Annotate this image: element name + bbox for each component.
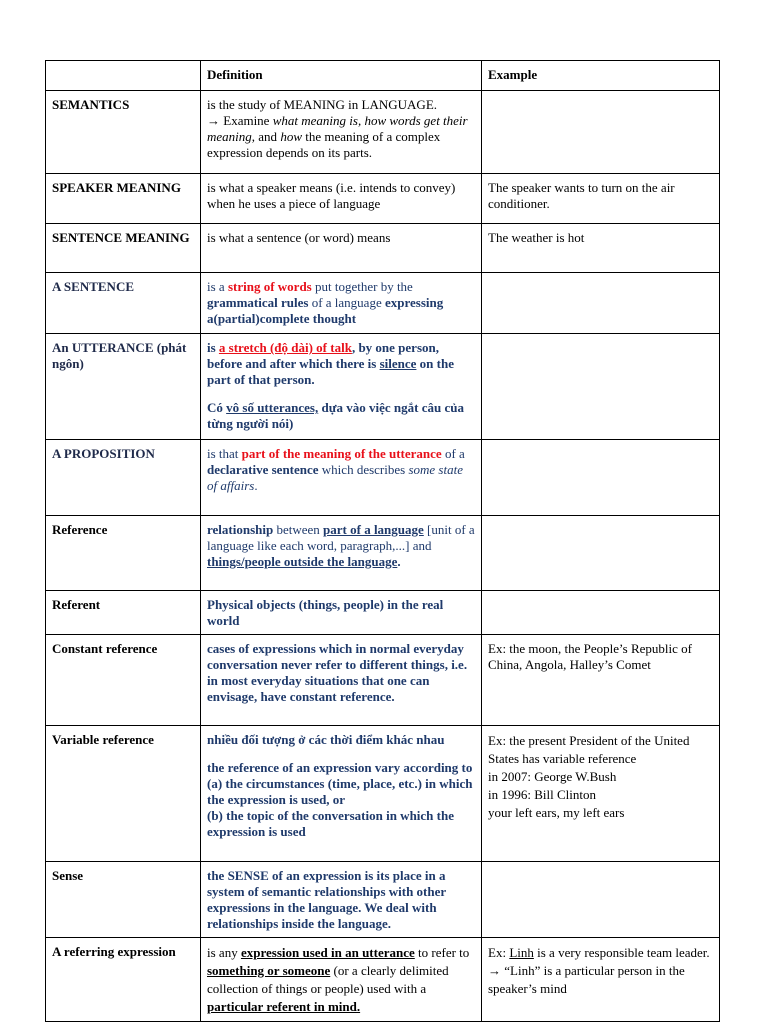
term-speaker-meaning: SPEAKER MEANING bbox=[46, 174, 201, 224]
example-variable-reference: Ex: the present President of the United States has variable reference in 2007: George W.Bush in 1996: Bill Clinton your left ears, my left ears bbox=[482, 726, 720, 862]
definition-semantics: is the study of MEANING in LANGUAGE. → Examine what meaning is, how words get their meaning, and how the meaning of a complex expression depends on its parts. bbox=[201, 91, 482, 174]
header-example: Example bbox=[482, 61, 720, 91]
term-semantics: SEMANTICS bbox=[46, 91, 201, 174]
table-header-row bbox=[46, 61, 720, 91]
term-reference: Reference bbox=[46, 516, 201, 591]
definition-sentence-meaning: is what a sentence (or word) means bbox=[201, 224, 482, 273]
table-row bbox=[46, 174, 720, 224]
table-row bbox=[46, 635, 720, 726]
table-row bbox=[46, 862, 720, 938]
table-row bbox=[46, 938, 720, 1022]
table-row bbox=[46, 273, 720, 334]
term-sentence-meaning: SENTENCE MEANING bbox=[46, 224, 201, 273]
example-sense bbox=[482, 862, 720, 938]
header-definition: Definition bbox=[201, 61, 482, 91]
example-speaker-meaning: The speaker wants to turn on the air conditioner. bbox=[482, 174, 720, 224]
example-sentence-meaning: The weather is hot bbox=[482, 224, 720, 273]
semantics-table bbox=[45, 60, 720, 1022]
term-a-sentence: A SENTENCE bbox=[46, 273, 201, 334]
definition-referent: Physical objects (things, people) in the real world bbox=[201, 591, 482, 635]
table-row bbox=[46, 334, 720, 440]
example-reference bbox=[482, 516, 720, 591]
definition-reference: relationship between part of a language [unit of a language like each word, paragraph,...] and things/people outside the language. bbox=[201, 516, 482, 591]
table-row bbox=[46, 440, 720, 516]
example-referent bbox=[482, 591, 720, 635]
table-row bbox=[46, 91, 720, 174]
example-a-sentence bbox=[482, 273, 720, 334]
definition-constant-reference: cases of expressions which in normal everyday conversation never refer to different things, i.e. in most everyday situations that one can envisage, have constant reference. bbox=[201, 635, 482, 726]
header-term bbox=[46, 61, 201, 91]
term-referring-expression: A referring expression bbox=[46, 938, 201, 1022]
example-constant-reference: Ex: the moon, the People’s Republic of China, Angola, Halley’s Comet bbox=[482, 635, 720, 726]
table-row bbox=[46, 516, 720, 591]
table-row bbox=[46, 591, 720, 635]
term-referent: Referent bbox=[46, 591, 201, 635]
definition-sense: the SENSE of an expression is its place in a system of semantic relationships with other expressions in the language. We deal with relationships inside the language. bbox=[201, 862, 482, 938]
definition-a-sentence: is a string of words put together by the grammatical rules of a language expressing a(partial)complete thought bbox=[201, 273, 482, 334]
term-utterance: An UTTERANCE (phát ngôn) bbox=[46, 334, 201, 440]
definition-speaker-meaning: is what a speaker means (i.e. intends to convey) when he uses a piece of language bbox=[201, 174, 482, 224]
definition-proposition: is that part of the meaning of the utterance of a declarative sentence which describes some state of affairs. bbox=[201, 440, 482, 516]
example-utterance bbox=[482, 334, 720, 440]
definition-utterance: is a stretch (độ dài) of talk, by one person, before and after which there is silence on the part of that person. Có vô số utterances, dựa vào việc ngắt câu của từng người nói) bbox=[201, 334, 482, 440]
example-referring-expression: Ex: Linh is a very responsible team leader. → “Linh” is a particular person in the speaker’s mind bbox=[482, 938, 720, 1022]
definition-variable-reference: nhiều đối tượng ở các thời điểm khác nhau the reference of an expression vary according to (a) the circumstances (time, place, etc.) in which the expression is used, or (b) the topic of the conversation in which the expression is used bbox=[201, 726, 482, 862]
term-constant-reference: Constant reference bbox=[46, 635, 201, 726]
term-variable-reference: Variable reference bbox=[46, 726, 201, 862]
definition-referring-expression: is any expression used in an utterance to refer to something or someone (or a clearly delimited collection of things or people) used with a particular referent in mind. bbox=[201, 938, 482, 1022]
example-semantics bbox=[482, 91, 720, 174]
term-sense: Sense bbox=[46, 862, 201, 938]
table-row bbox=[46, 726, 720, 862]
table-row bbox=[46, 224, 720, 273]
term-proposition: A PROPOSITION bbox=[46, 440, 201, 516]
example-proposition bbox=[482, 440, 720, 516]
